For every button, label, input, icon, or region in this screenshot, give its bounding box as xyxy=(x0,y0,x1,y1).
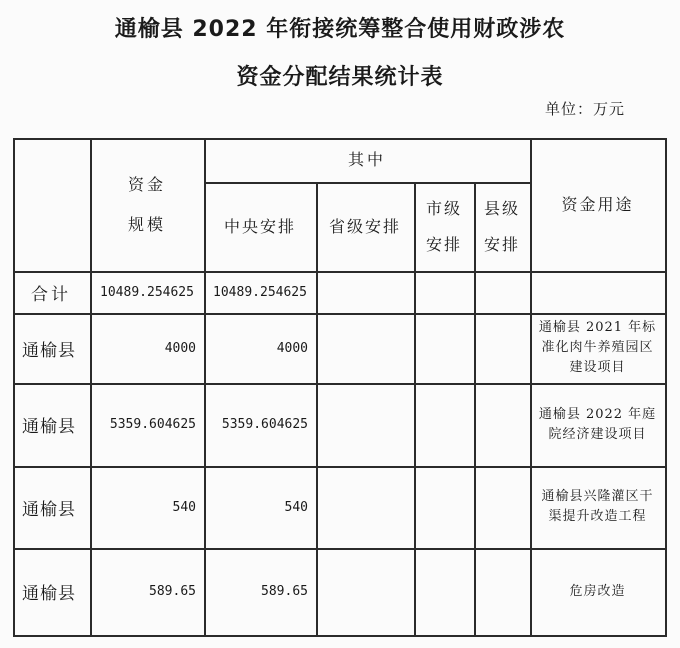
header-of-which: 其中 xyxy=(347,150,386,169)
row-central: 5359.604625 xyxy=(221,417,308,432)
header-county-line1: 县级 xyxy=(483,198,520,218)
document-title-line2: 资金分配结果统计表 xyxy=(236,65,444,90)
row-central: 4000 xyxy=(276,340,308,356)
row-scale: 540 xyxy=(172,499,196,515)
purpose-line: 通榆县 2021 年标 xyxy=(538,320,657,335)
header-scale-line2: 规模 xyxy=(127,214,166,234)
row-county: 通榆县 xyxy=(22,584,76,604)
purpose-line: 准化肉牛养殖园区 xyxy=(541,340,654,355)
table-border-right xyxy=(665,138,667,636)
total-scale: 10489.254625 xyxy=(100,284,194,300)
table-border-bottom xyxy=(13,635,667,637)
row-central: 540 xyxy=(284,499,308,515)
row-purpose: 危房改造 xyxy=(569,583,626,599)
header-scale xyxy=(90,138,204,271)
header-city-line2: 安排 xyxy=(425,234,462,254)
purpose-line: 通榆县兴隆灌区干 xyxy=(541,489,654,504)
purpose-line: 通榆县 2022 年庭 xyxy=(538,406,657,422)
row-county: 通榆县 xyxy=(22,417,76,437)
header-county-line2: 安排 xyxy=(483,234,520,254)
row-purpose xyxy=(530,383,665,466)
total-central: 10489.254625 xyxy=(213,284,307,300)
header-county xyxy=(474,182,530,271)
row-scale: 589.65 xyxy=(149,584,196,599)
total-label: 合计 xyxy=(31,284,71,305)
header-purpose: 资金用途 xyxy=(561,194,634,214)
header-city xyxy=(414,182,474,271)
row-purpose xyxy=(530,313,665,383)
row-scale: 4000 xyxy=(164,340,196,356)
header-provincial: 省级安排 xyxy=(328,216,401,236)
header-scale-line1: 资金 xyxy=(127,174,166,194)
row-scale: 5359.604625 xyxy=(109,417,196,432)
row-purpose xyxy=(530,466,665,548)
row-county: 通榆县 xyxy=(22,499,76,520)
purpose-line: 院经济建设项目 xyxy=(548,426,647,442)
allocation-table xyxy=(13,138,667,636)
purpose-line: 建设项目 xyxy=(569,360,626,375)
row-central: 589.65 xyxy=(261,584,308,599)
header-central: 中央安排 xyxy=(223,216,296,236)
header-city-line1: 市级 xyxy=(425,198,462,218)
unit-label: 单位：万元 xyxy=(545,100,626,118)
document-title-line1: 通榆县 2022 年衔接统筹整合使用财政涉农 xyxy=(114,17,566,42)
row-county: 通榆县 xyxy=(22,340,76,361)
purpose-line: 渠提升改造工程 xyxy=(548,509,647,524)
